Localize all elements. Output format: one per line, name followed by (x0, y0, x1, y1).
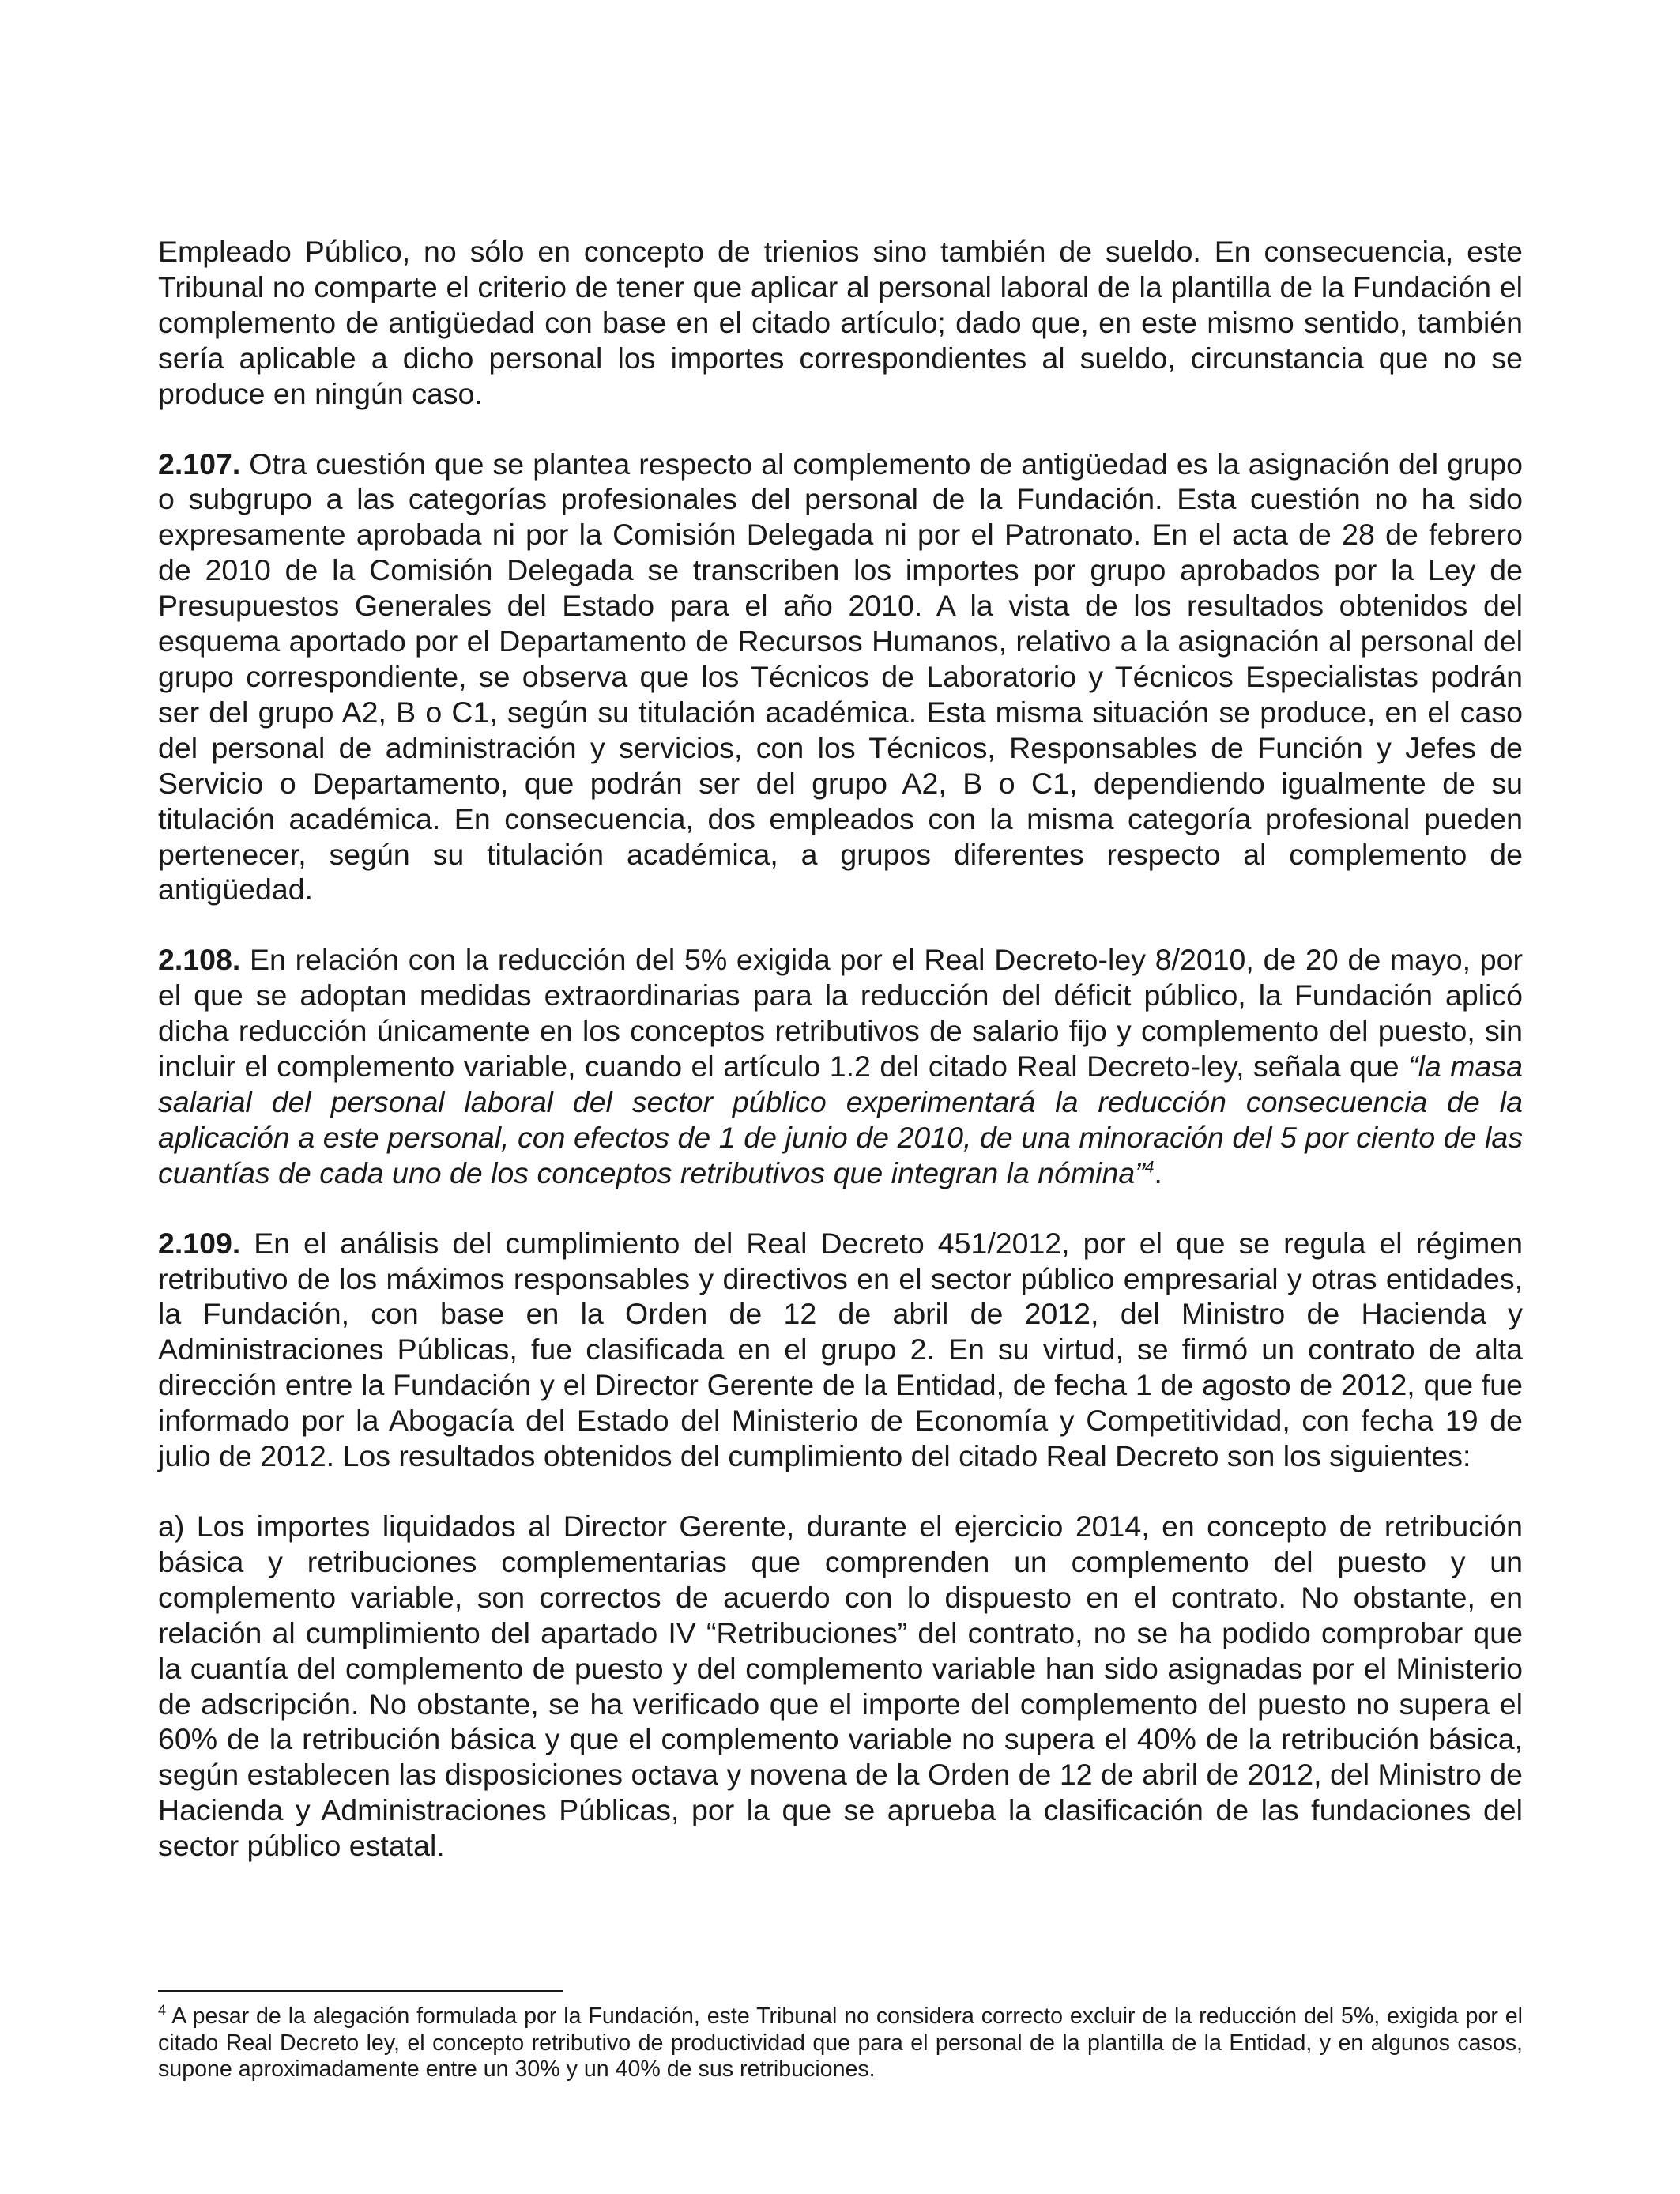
footnote-separator (158, 1990, 563, 1992)
paragraph-continuation (158, 234, 1523, 412)
paragraph-text: En el análisis del cumplimiento del Real Decreto 451/2012, por el que se regula el régimen retributivo de los máximos responsables y directivos en el sector público empresarial y otras entidades, la Fundación, con base en la Orden de 12 de abril de 2012, del Ministro de Hacienda y Administraciones Públicas, fue clasificada en el grupo 2. En su virtud, se firmó un contrato de alta dirección entre la Fundación y el Director Gerente de la Entidad, de fecha 1 de agosto de 2012, que fue informado por la Abogacía del Estado del Ministerio de Economía y Competitividad, con fecha 19 de julio de 2012. Los resultados obtenidos del cumplimiento del citado Real Decreto son los siguientes: (158, 1226, 1523, 1473)
paragraph-text: Empleado Público, no sólo en concepto de trienios sino también de sueldo. En consecuencia, este Tribunal no comparte el criterio de tener que aplicar al personal laboral de la plantilla de la Fundación el complemento de antigüedad con base en el citado artículo; dado que, en este mismo sentido, también sería aplicable a dicho personal los importes correspondientes al sueldo, circunstancia que no se produce en ningún caso. (158, 235, 1523, 410)
footnote-text: A pesar de la alegación formulada por la Fundación, este Tribunal no considera correcto excluir de la reducción del 5%, exigida por el citado Real Decreto ley, el concepto retributivo de productividad que para el personal de la plantilla de la Entidad, y en algunos casos, supone aproximadamente entre un 30% y un 40% de sus retribuciones. (158, 2004, 1523, 2082)
legal-quote: “la masa salarial del personal laboral del sector público experimentará la reducción consecuencia de la aplicación a este personal, con efectos de 1 de junio de 2010, de una minoración del 5 por ciento de las cuantías de cada uno de los conceptos retributivos que integran la nómina” (158, 1050, 1523, 1189)
paragraph-number: 2.108. (158, 943, 241, 977)
paragraph-number: 2.109. (158, 1226, 241, 1260)
paragraph-2-108 (158, 942, 1523, 1190)
paragraph-text-end: . (1154, 1155, 1162, 1189)
paragraph-number: 2.107. (158, 447, 241, 481)
footnote (158, 2004, 1523, 2083)
list-item-text: Los importes liquidados al Director Gerente, durante el ejercicio 2014, en concepto de retribución básica y retribuciones complementarias que comprenden un complemento del puesto y un complemento variable, son correctos de acuerdo con lo dispuesto en el contrato. No obstante, en relación al cumplimiento del apartado IV “Retribuciones” del contrato, no se ha podido comprobar que la cuantía del complemento de puesto y del complemento variable han sido asignadas por el Ministerio de adscripción. No obstante, se ha verificado que el importe del complemento del puesto no supera el 60% de la retribución básica y que el complemento variable no supera el 40% de la retribución básica, según establecen las disposiciones octava y novena de la Orden de 12 de abril de 2012, del Ministro de Hacienda y Administraciones Públicas, por la que se aprueba la clasificación de las fundaciones del sector público estatal. (158, 1510, 1523, 1863)
footnote-number: 4 (158, 2002, 167, 2019)
footnote-reference[interactable]: 4 (1144, 1158, 1155, 1177)
paragraph-2-109 (158, 1226, 1523, 1474)
paragraph-text: En relación con la reducción del 5% exigida por el Real Decreto-ley 8/2010, de 20 de mayo, por el que se adoptan medidas extraordinarias para la reducción del déficit público, la Fundación aplicó dicha reducción únicamente en los conceptos retributivos de salario fijo y complemento del puesto, sin incluir el complemento variable, cuando el artículo 1.2 del citado Real Decreto-ley, señala que (158, 943, 1523, 1084)
document-body (158, 234, 1523, 1864)
paragraph-2-107 (158, 447, 1523, 908)
list-marker: a) (158, 1510, 185, 1543)
list-item-a (158, 1509, 1523, 1864)
paragraph-text: Otra cuestión que se plantea respecto al complemento de antigüedad es la asignación del grupo o subgrupo a las categorías profesionales del personal de la Fundación. Esta cuestión no ha sido expresamente aprobada ni por la Comisión Delegada ni por el Patronato. En el acta de 28 de febrero de 2010 de la Comisión Delegada se transcriben los importes por grupo aprobados por la Ley de Presupuestos Generales del Estado para el año 2010. A la vista de los resultados obtenidos del esquema aportado por el Departamento de Recursos Humanos, relativo a la asignación al personal del grupo correspondiente, se observa que los Técnicos de Laboratorio y Técnicos Especialistas podrán ser del grupo A2, B o C1, según su titulación académica. Esta misma situación se produce, en el caso del personal de administración y servicios, con los Técnicos, Responsables de Función y Jefes de Servicio o Departamento, que podrán ser del grupo A2, B o C1, dependiendo igualmente de su titulación académica. En consecuencia, dos empleados con la misma categoría profesional pueden pertenecer, según su titulación académica, a grupos diferentes respecto al complemento de antigüedad. (158, 447, 1523, 907)
